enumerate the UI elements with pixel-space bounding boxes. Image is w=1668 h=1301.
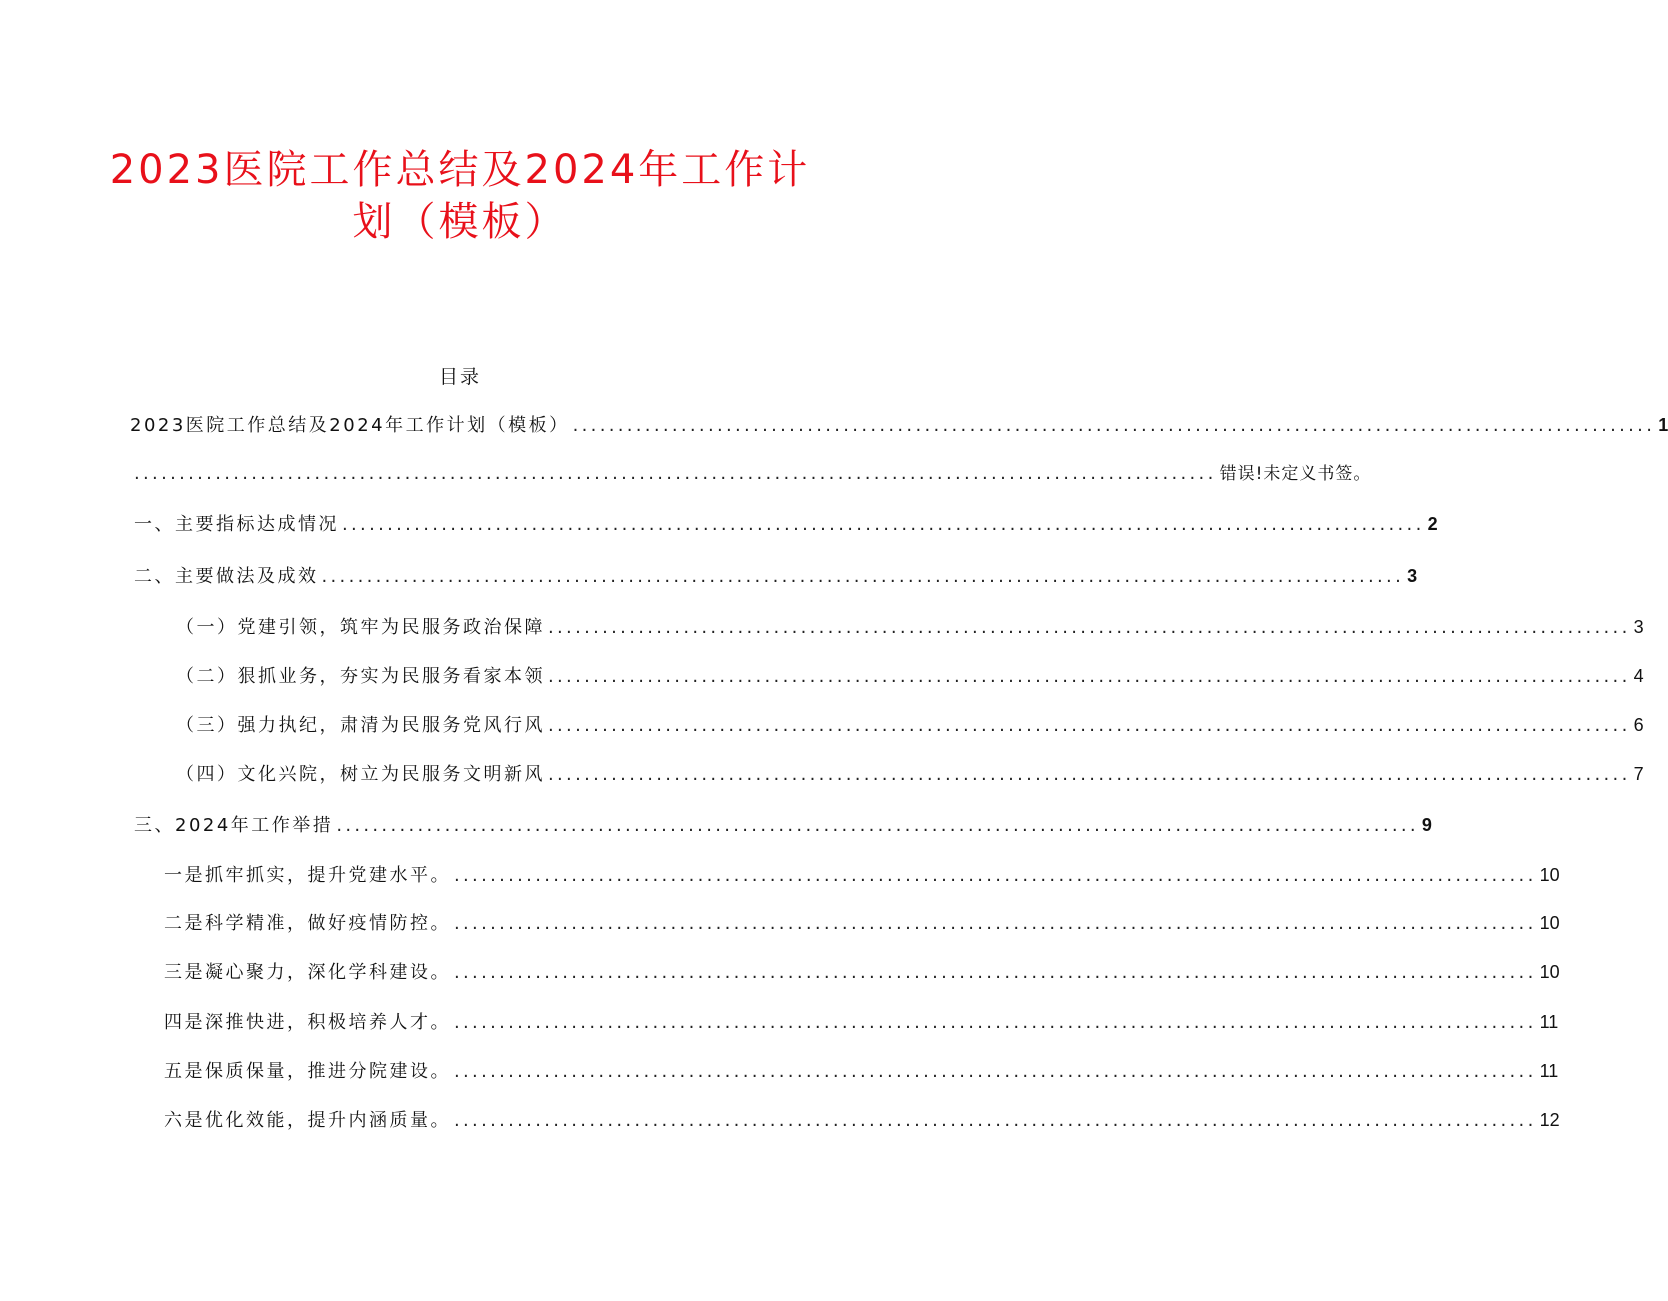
toc-entry-page: 2	[1427, 514, 1438, 534]
toc-entry-page: 3	[1407, 566, 1418, 586]
toc-entry-label: 2023医院工作总结及2024年工作计划（模板）	[130, 415, 570, 436]
toc-leader: ........................................................................................................................	[454, 1012, 1537, 1033]
toc-entry-page: 9	[1421, 815, 1432, 835]
toc-entry-label: 一、主要指标达成情况	[134, 514, 339, 535]
toc-leader: ........................................................................................................................	[454, 1061, 1537, 1082]
toc-entry-page: 7	[1633, 764, 1644, 784]
toc-leader: ........................................................................................................................	[134, 463, 1217, 484]
toc-leader: ........................................................................................................................	[572, 415, 1656, 436]
toc-leader: ........................................................................................................................	[454, 962, 1537, 983]
toc-entry-label: （一）党建引领，筑牢为民服务政治保障	[176, 617, 545, 638]
toc-entry-page: 1	[1658, 415, 1668, 435]
toc-entry-label: 二是科学精准，做好疫情防控。	[164, 913, 451, 934]
toc-entry-page: 12	[1539, 1110, 1560, 1130]
toc-leader: ........................................................................................................................	[342, 514, 1425, 535]
toc-leader: ........................................................................................................................	[321, 566, 1405, 587]
toc-entry[interactable]	[164, 861, 1560, 889]
toc-entry[interactable]	[176, 760, 1644, 788]
toc-leader: ........................................................................................................................	[548, 617, 1631, 638]
toc-entry[interactable]	[134, 510, 1438, 538]
toc-entry[interactable]	[134, 811, 1432, 839]
toc-entry[interactable]	[164, 958, 1560, 986]
toc-entry-label: 二、主要做法及成效	[134, 566, 319, 587]
document-title-line-2: 划（模板）	[352, 199, 568, 245]
toc-entry[interactable]	[176, 662, 1644, 690]
toc-entry[interactable]	[134, 562, 1418, 590]
toc-entry[interactable]	[164, 909, 1560, 937]
toc-entry-label: 三是凝心聚力，深化学科建设。	[164, 962, 451, 983]
toc-leader: ........................................................................................................................	[548, 764, 1631, 785]
toc-entry[interactable]	[176, 711, 1644, 739]
toc-entry[interactable]	[164, 1106, 1560, 1134]
toc-entry-page: 10	[1539, 962, 1560, 982]
toc-entry[interactable]	[130, 411, 1668, 439]
toc-leader: ........................................................................................................................	[454, 913, 1537, 934]
toc-entry-label: 六是优化效能，提升内涵质量。	[164, 1110, 451, 1131]
toc-entry-label: （四）文化兴院，树立为民服务文明新风	[176, 764, 545, 785]
toc-entry-label: （三）强力执纪，肃清为民服务党风行风	[176, 715, 545, 736]
toc-entry-page: 11	[1539, 1061, 1559, 1081]
toc-leader: ........................................................................................................................	[336, 815, 1419, 836]
toc-entry-page: 10	[1539, 865, 1560, 885]
toc-entry-label: 一是抓牢抓实，提升党建水平。	[164, 865, 451, 886]
toc-entry[interactable]	[176, 613, 1644, 641]
toc-entry-page: 3	[1633, 617, 1644, 637]
toc-entry[interactable]	[134, 460, 1372, 488]
toc-entry[interactable]	[164, 1057, 1559, 1085]
document-title-line-1: 2023医院工作总结及2024年工作计	[109, 147, 811, 193]
toc-entry-label: 四是深推快进，积极培养人才。	[164, 1012, 451, 1033]
toc-entry[interactable]	[164, 1008, 1559, 1036]
toc-leader: ........................................................................................................................	[548, 715, 1631, 736]
toc-leader: ........................................................................................................................	[454, 865, 1537, 886]
toc-entry-page: 10	[1539, 913, 1560, 933]
toc-leader: ........................................................................................................................	[548, 666, 1631, 687]
toc-entry-label: （二）狠抓业务，夯实为民服务看家本领	[176, 666, 545, 687]
toc-entry-error: 错误!未定义书签。	[1219, 464, 1372, 484]
toc-leader: ........................................................................................................................	[454, 1110, 1537, 1131]
toc-heading: 目录	[438, 366, 481, 388]
toc-entry-label: 五是保质保量，推进分院建设。	[164, 1061, 451, 1082]
toc-entry-page: 11	[1539, 1012, 1559, 1032]
toc-entry-page: 6	[1633, 715, 1644, 735]
toc-entry-label: 三、2024年工作举措	[134, 815, 334, 836]
toc-entry-page: 4	[1633, 666, 1644, 686]
